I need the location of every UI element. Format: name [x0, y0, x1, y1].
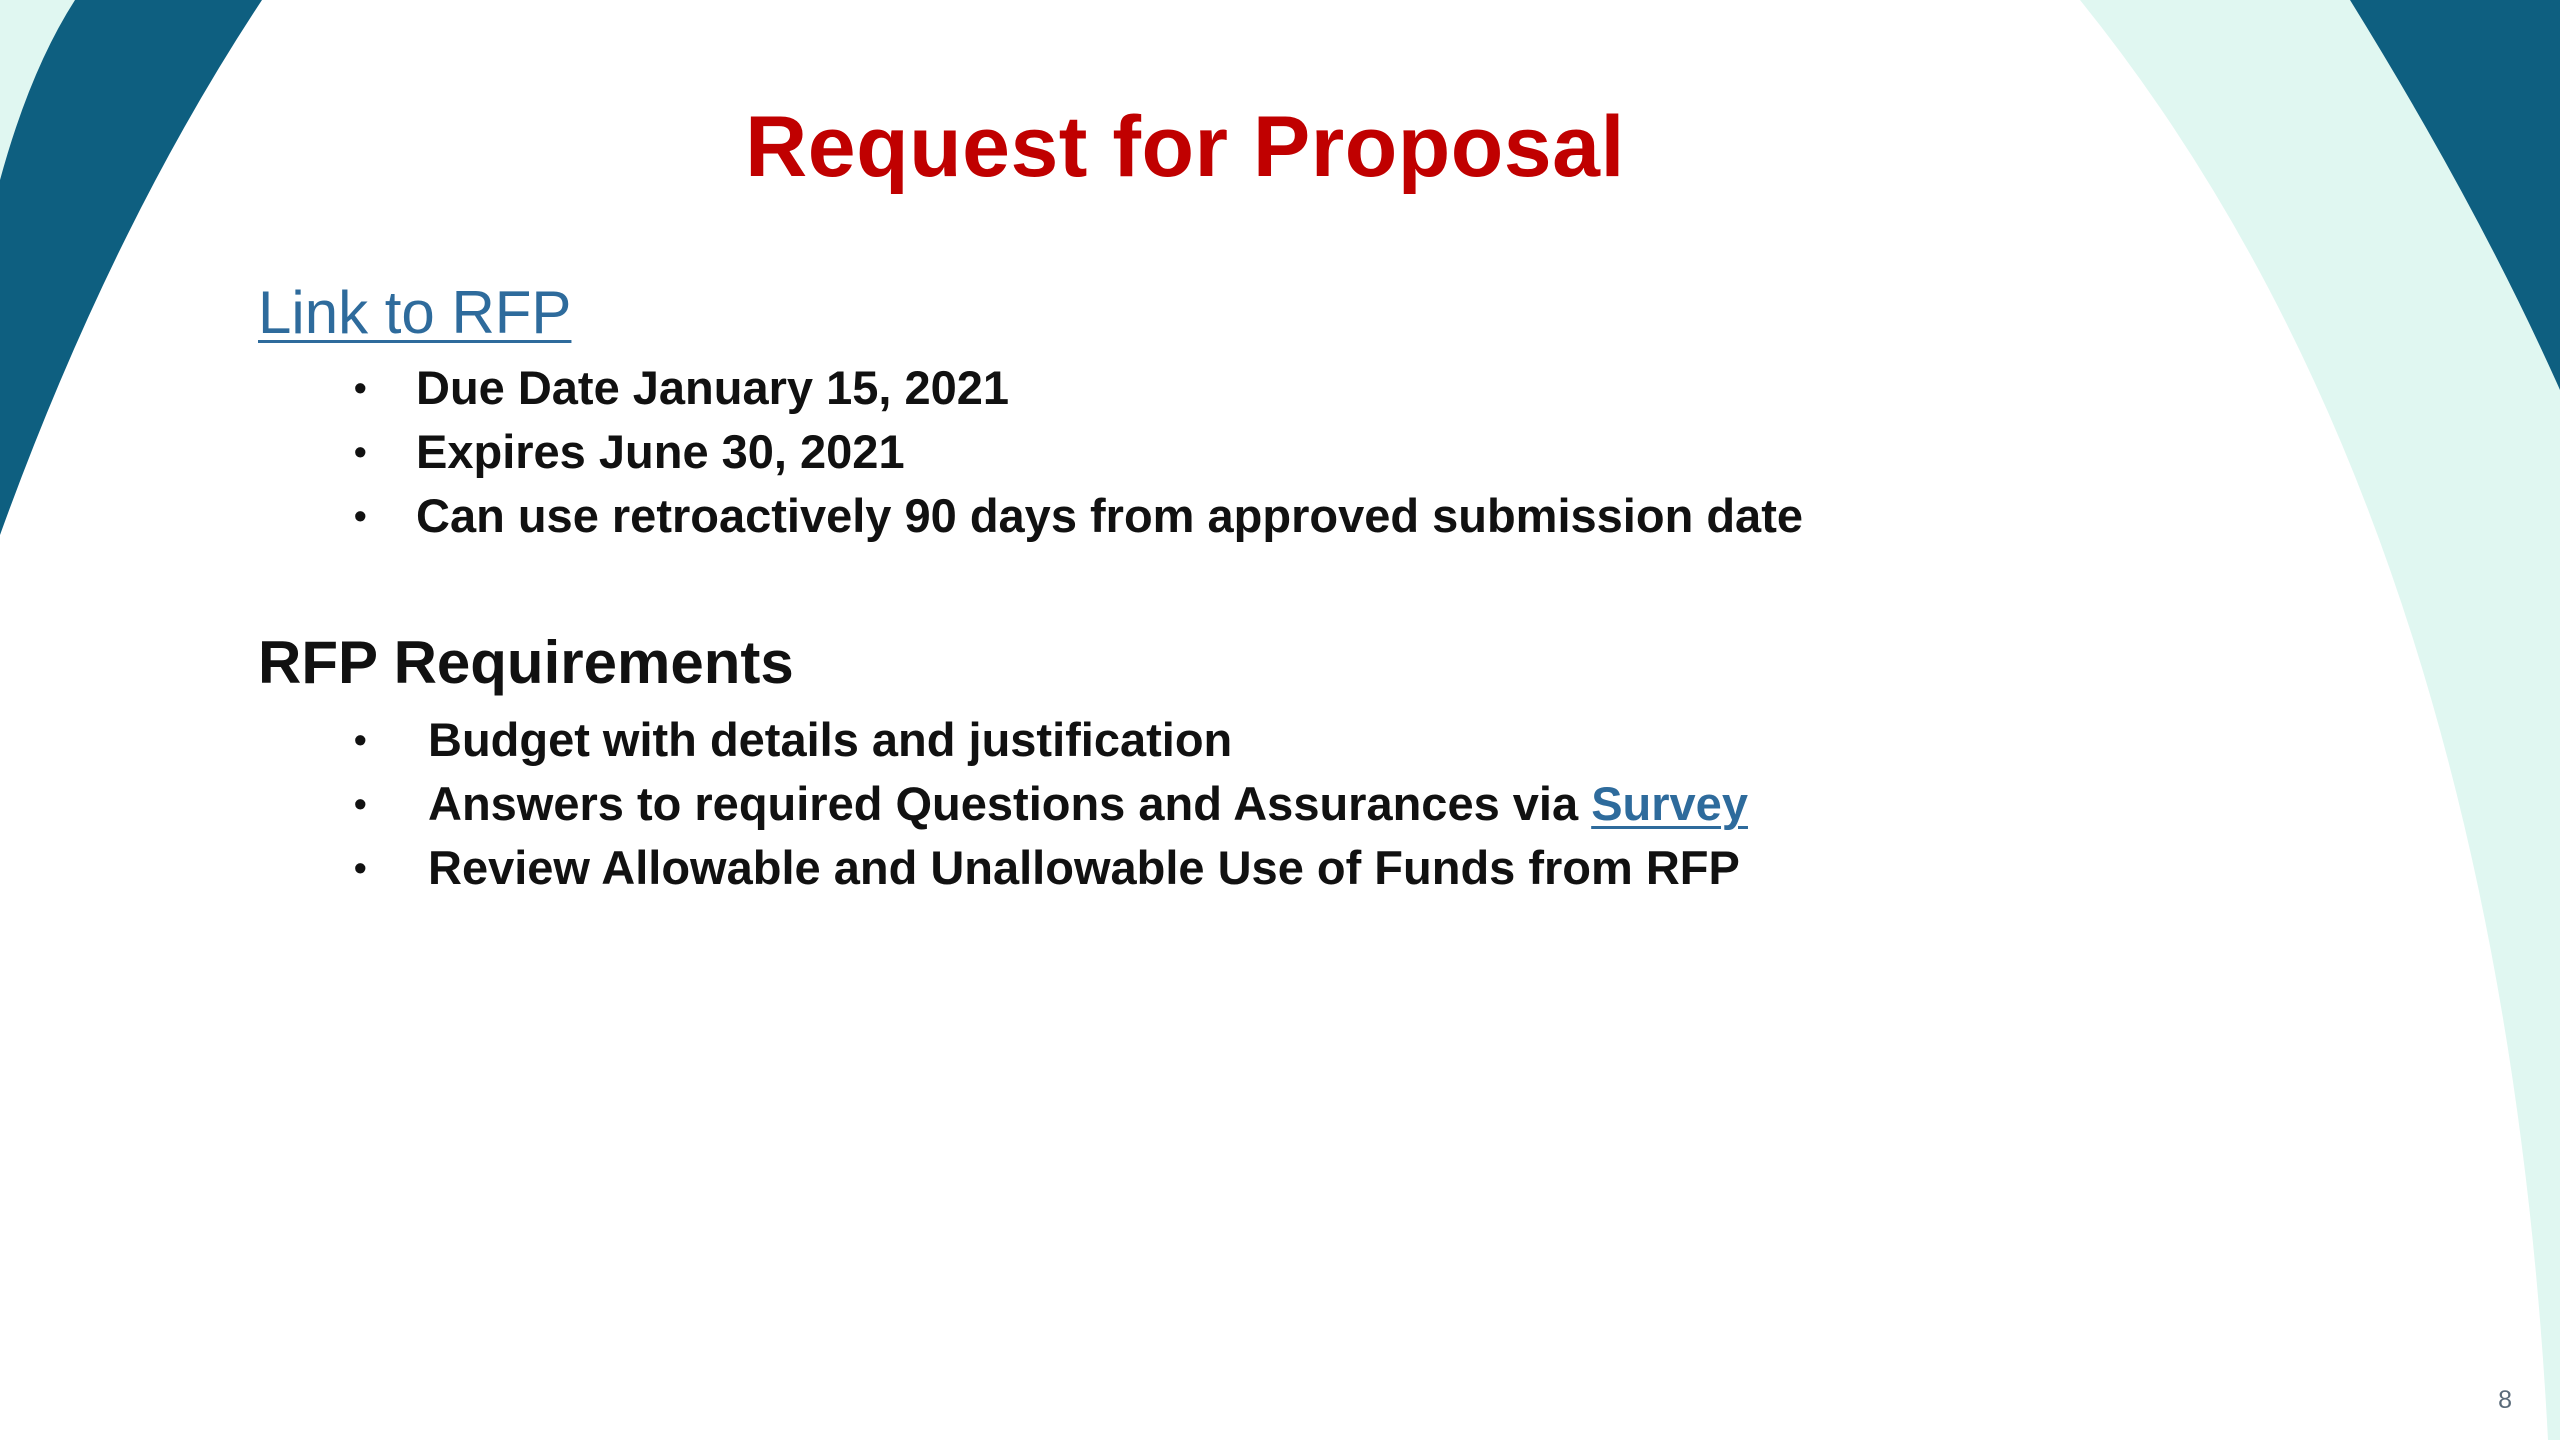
list-item — [354, 420, 1803, 484]
due-date-text: Due Date January 15, 2021 — [416, 361, 1010, 414]
bullet-icon: • — [354, 495, 367, 536]
bullet-icon: • — [354, 847, 367, 888]
requirements-heading: RFP Requirements — [258, 629, 794, 696]
list-item — [354, 484, 1803, 548]
page-number: 8 — [2498, 1386, 2512, 1414]
bullet-icon: • — [354, 367, 367, 408]
requirements-list — [354, 708, 1748, 900]
retroactive-text: Can use retroactively 90 days from approved submission date — [416, 489, 1803, 542]
slide-title: Request for Proposal — [745, 99, 1625, 195]
rfp-link[interactable]: Link to RFP — [258, 279, 572, 346]
list-item — [354, 772, 1748, 836]
left-dark-arc — [0, 0, 262, 535]
list-item — [354, 708, 1748, 772]
rfp-details-list — [354, 356, 1803, 548]
list-item — [354, 356, 1803, 420]
budget-requirement-text: Budget with details and justification — [428, 713, 1233, 766]
survey-requirement-text: Answers to required Questions and Assurances via — [428, 777, 1592, 830]
bullet-icon: • — [354, 431, 367, 472]
list-item — [354, 836, 1748, 900]
survey-requirement — [428, 777, 1748, 830]
bullet-icon: • — [354, 783, 367, 824]
expiry-date-text: Expires June 30, 2021 — [416, 425, 905, 478]
survey-link[interactable]: Survey — [1591, 777, 1748, 830]
funds-review-text: Review Allowable and Unallowable Use of Funds from RFP — [428, 841, 1740, 894]
bullet-icon: • — [354, 719, 367, 760]
